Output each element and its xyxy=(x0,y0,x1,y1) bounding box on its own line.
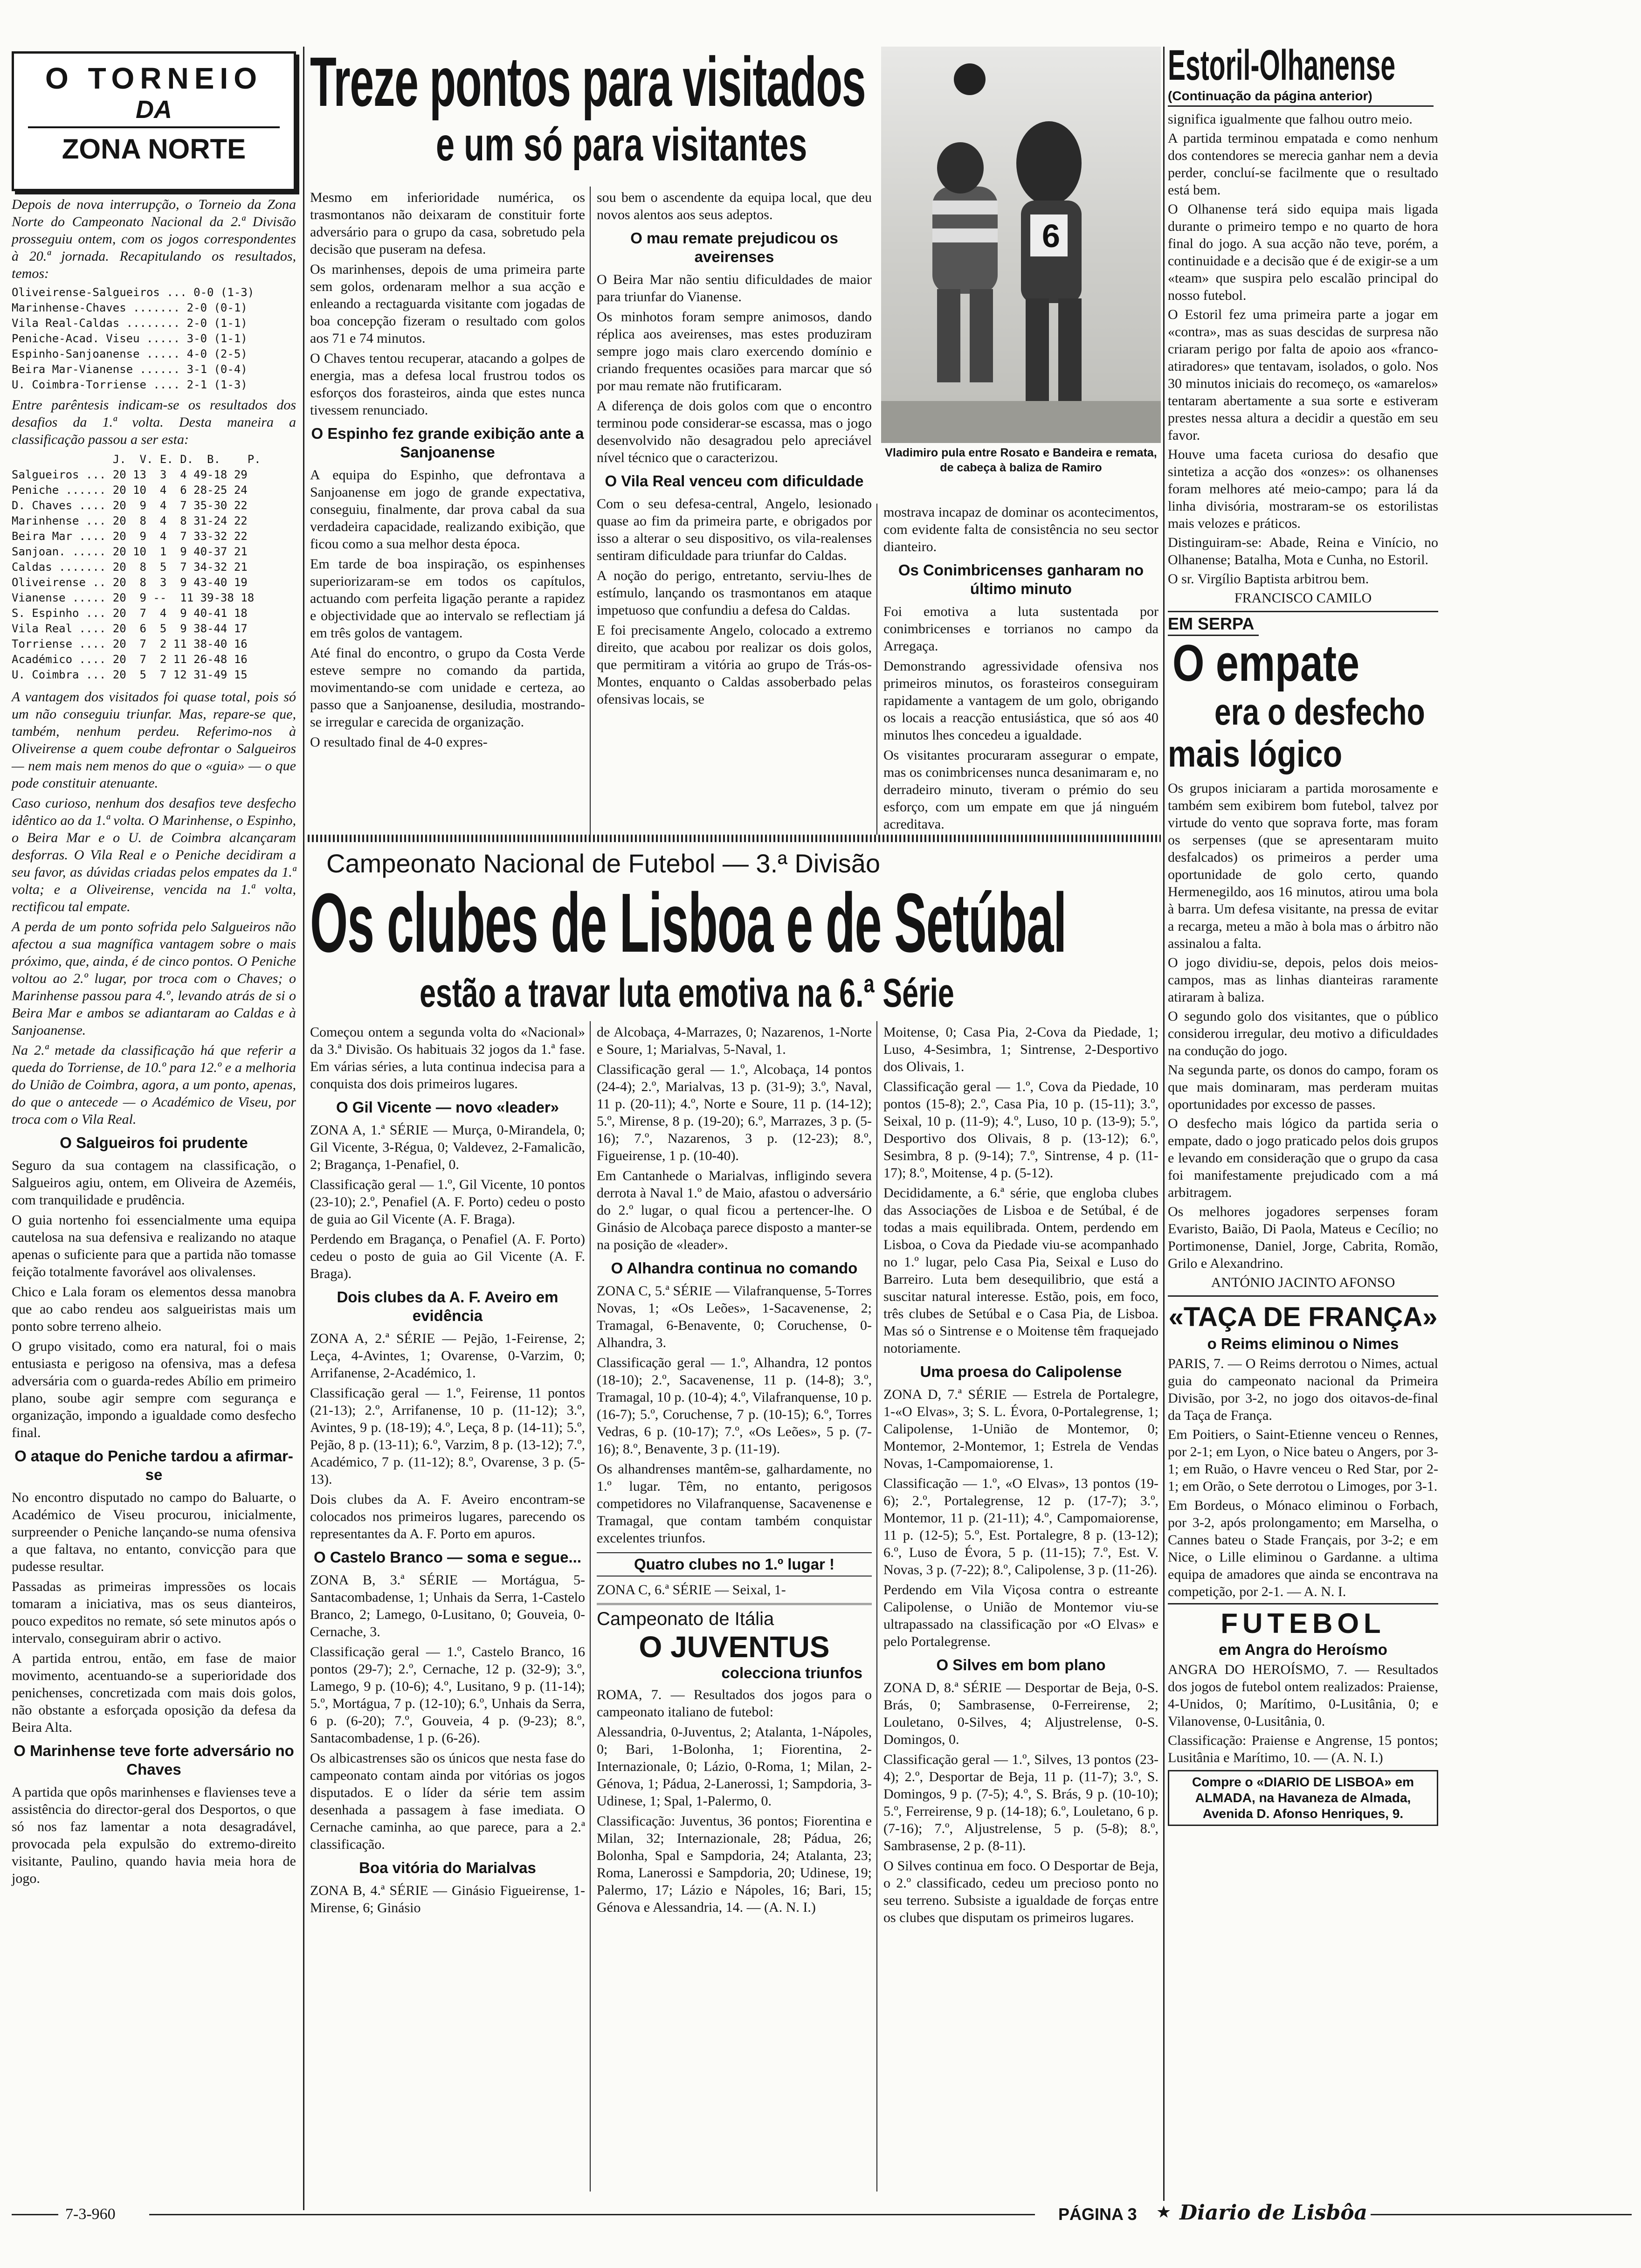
top-story-headline xyxy=(310,42,866,171)
table-row: U. Coimbra ... 20 5 7 12 31-49 15 xyxy=(12,668,248,681)
footer-masthead: Diario de Lisbôa xyxy=(1179,2201,1368,2225)
footer-rule xyxy=(1371,2214,1632,2215)
paragraph: Mesmo em inferioridade numérica, os trasmontanos não deixaram de constituir forte adversário para o grupo da casa, sobretudo pela decisão que puseram na defesa. xyxy=(310,190,585,257)
paragraph: Em Cantanhede o Marialvas, infligindo severa derrota à Naval 1.º de Maio, afastou o adversário do 2.º lugar, o qual ficou a pertencer-lhe. O Ginásio de Alcobaça parece disposto a manter-se na posição de «leader». xyxy=(597,1168,872,1252)
story-column xyxy=(597,1023,872,1919)
paragraph: O resultado final de 4-0 expres- xyxy=(310,734,488,750)
paragraph: No encontro disputado no campo do Baluarte, o Académico de Viseu procurou, inicialmente, surpreender o Peniche lançando-se numa ofensiva a que faltava, no entanto, convicção para que pudesse resultar. xyxy=(12,1490,296,1574)
table-row: Vila Real .... 20 6 5 9 38-44 17 xyxy=(12,622,248,635)
result-row: Vila Real-Caldas ........ 2-0 (1-1) xyxy=(12,317,248,330)
paragraph: A noção do perigo, entretanto, serviu-lhes de estímulo, lançando os trasmontanos em ataque impetuoso que confundiu a defesa do Caldas. xyxy=(597,568,872,618)
section-label: Campeonato Nacional de Futebol — 3.ª Divisão xyxy=(326,849,881,878)
paragraph: Demonstrando agressividade ofensiva nos primeiros minutos, os forasteiros conseguiram rapidamente a vantagem de um golo, obrigando os locais a reacção entusiástica, que só aos 40 minutos lhes concedeu a igualdade. xyxy=(883,658,1158,743)
story-column xyxy=(883,1023,1158,1929)
paragraph: Distinguiram-se: Abade, Reina e Vinício, no Olhanense; Batalha, Mota e Cunha, no Estoril. xyxy=(1168,535,1438,567)
italy-section-label: Campeonato de Itália xyxy=(597,1609,774,1629)
footer-rule xyxy=(149,2214,1035,2215)
paragraph: Alessandria, 0-Juventus, 2; Atalanta, 1-Nápoles, 0; Bari, 1-Bolonha, 1; Fiorentina, 2-Internazionale, 0; Lázio, 0-Roma, 1; Milan, 2-Génova, 1; Pádua, 2-Lanerossi, 1; Sampdoria, 3-Udinese, 1; Spal, 1-Palermo, 0. xyxy=(597,1724,872,1809)
italy-subheading: colecciona triunfos xyxy=(721,1664,862,1681)
serpa-headline: O empate xyxy=(1172,635,1360,692)
table-row: Marinhense ... 20 8 4 8 31-24 22 xyxy=(12,514,248,527)
paragraph: Moitense, 0; Casa Pia, 2-Cova da Piedade, 1; Luso, 4-Sesimbra, 1; Sintrense, 2-Desportivo dos Olivais, 1. xyxy=(883,1024,1158,1074)
paragraph: mostrava incapaz de dominar os acontecimentos, com evidente falta de consistência no seu sector dianteiro. xyxy=(883,505,1158,554)
box-line3: ZONA NORTE xyxy=(28,126,280,165)
subheading: O Marinhense teve forte adversário no Chaves xyxy=(14,1742,294,1778)
story-column xyxy=(310,1023,585,1919)
footer-page: PÁGINA 3 xyxy=(1058,2205,1137,2224)
paragraph: O Olhanense terá sido equipa mais ligada durante o primeiro tempo e no quarto de hora final do jogo. A sua acção não teve, porém, a continuidade e a decisão que é de exigir-se a um «team» que suspira pelo escalão principal do nosso futebol. xyxy=(1168,201,1438,303)
paragraph: Dois clubes da A. F. Aveiro encontram-se colocados nos primeiros lugares, parecendo os representantes da A. F. Porto em apuros. xyxy=(310,1492,585,1542)
subheading: Os Conimbricenses ganharam no último minuto xyxy=(898,561,1144,597)
table-row: Peniche ...... 20 10 4 6 28-25 24 xyxy=(12,484,248,497)
paragraph: Perdendo em Bragança, o Penafiel (A. F. Porto) cedeu o posto de guia ao Gil Vicente (A. F. Braga). xyxy=(310,1231,585,1281)
story-column xyxy=(310,189,585,754)
advert-box: Compre o «DIARIO DE LISBOA» em ALMADA, na Havaneza de Almada, Avenida D. Afonso Henriques, 9. xyxy=(1168,1770,1438,1826)
paragraph: Começou ontem a segunda volta do «Nacional» da 3.ª Divisão. Os habituais 32 jogos da 1.ª fase. Em várias séries, a luta continua indecisa para a conquista dos dois primeiros lugares. xyxy=(310,1024,585,1092)
table-row: Oliveirense .. 20 8 3 9 43-40 19 xyxy=(12,576,248,589)
svg-text:6: 6 xyxy=(1042,218,1060,254)
right-column xyxy=(1168,42,1634,1826)
headline-main: Treze pontos para visitados xyxy=(310,42,866,121)
story-column xyxy=(883,504,1158,836)
paragraph: A perda de um ponto sofrida pelo Salgueiros não afectou a sua magnífica vantagem sobre o mais próximo, que, ainda, é de cinco pontos. O Peniche voltou ao 2.º lugar, por troca com o Chaves; o Marinhense passou para 4.º, levando atrás de si o Beira Mar e ambos se adiantaram ao Caldas e à Sanjoanense. xyxy=(12,919,296,1038)
paragraph: Em tarde de boa inspiração, os espinhenses superiorizaram-se em todos os capítulos, actuando com perfeita ligação perante a rapidez e objectividade que ao intervalo se reflectiam já em três golos de vantagem. xyxy=(310,556,585,641)
intro: Depois de nova interrupção, o Torneio da Zona Norte do Campeonato Nacional da 2.ª Divisão prosseguiu ontem, com os jogos correspondentes à 20.ª jornada. Recapitulando os resultados, temos: xyxy=(12,197,296,281)
section-tag: EM SERPA xyxy=(1168,612,1259,636)
box-line2: DA xyxy=(136,96,172,124)
paragraph: Perdendo em Vila Viçosa contra o estreante Calipolense, o União de Montemor viu-se ultrapassado na classificação por «O Elvas» e pelo Portalegrense. xyxy=(883,1582,1158,1649)
subheading: Dois clubes da A. F. Aveiro em evidência xyxy=(337,1288,558,1324)
paragraph: O Estoril fez uma primeira parte a jogar em «contra», mas as suas descidas de surpresa não criaram perigo por falta de apoio aos «franco-atiradores» que tentavam, isolados, o golo. Nos 30 minutos iniciais do recomeço, os «amarelos» tentaram abertamente a sua sorte e estiveram prestes nessa altura a decidir a questão em seu favor. xyxy=(1168,307,1438,443)
continuation-note: (Continuação da página anterior) xyxy=(1168,89,1434,107)
paragraph: Em Poitiers, o Saint-Etienne venceu o Rennes, por 2-1; em Lyon, o Nice bateu o Angers, por 3-1; em Ruão, o Havre venceu o Red Star, por 2-1; em Orão, o Sete derrotou o Limoges, por 3-1. xyxy=(1168,1427,1438,1494)
paragraph: Classificação geral — 1.º, Gil Vicente, 10 pontos (23-10); 2.º, Penafiel (A. F. Porto) cedeu o posto de guia ao Gil Vicente (A. F. Braga). xyxy=(310,1177,585,1227)
paragraph: Classificação — 1.º, «O Elvas», 13 pontos (19-6); 2.º, Portalegrense, 12 p. (17-7); 3.º, Montemor, 11 p. (21-11); 4.º, Campomaiorense, 11 p. (12-5); 5.º, Est. Portalegre, 8 p. (13-12); 6.º, Luso de Évora, 5 p. (11-15); 7.º, Est. V. Novas, 3 p. (7-22); 8.º, Calipolense, 3 p. (11-26). xyxy=(883,1476,1158,1577)
lower-subheadline: estão a travar luta emotiva na 6.ª Série xyxy=(420,971,954,1016)
paragraph: Classificação geral — 1.º, Silves, 13 pontos (23-4); 2.º, Desportar de Beja, 11 p. (11-7); 3.º, S. Domingos, 9 p. (7-5); 4.º, S. Brás, 9 p. (10-10); 5.º, Ferreirense, 9 p. (14-18); 6.º, Louletano, 6 p. (7-16); 7.º, Aljustrelense, 5 p. (5-8); 8.º, Sambrasense, 2 p. (8-11). xyxy=(883,1752,1158,1853)
result-row: Beira Mar-Vianense ...... 3-1 (0-4) xyxy=(12,363,248,376)
result-row: Peniche-Acad. Viseu ..... 3-0 (1-1) xyxy=(12,332,248,345)
paragraph: ZONA A, 1.ª SÉRIE — Murça, 0-Mirandela, 0; Gil Vicente, 3-Régua, 0; Valdevez, 2-Famalicão, 2; Bragança, 1-Penafiel, 0. xyxy=(310,1122,585,1172)
result-row: U. Coimbra-Torriense .... 2-1 (1-3) xyxy=(12,378,248,391)
star-icon: ★ xyxy=(1156,2203,1172,2222)
lower-subheadline-wrap xyxy=(420,970,1165,1021)
taca-subheading: o Reims eliminou o Nimes xyxy=(1207,1335,1399,1352)
paragraph: A diferença de dois golos com que o encontro terminou pode considerar-se escassa, mas o jogo desenvolvido não desagradou pelo apreciável nível técnico que o caracterizou. xyxy=(597,398,872,465)
paragraph: ZONA C, 5.ª SÉRIE — Vilafranquense, 5-Torres Novas, 1; «Os Leões», 1-Sacavenense, 2; Tramagal, 6-Benavente, 0; Coruchense, 0-Alhandra, 3. xyxy=(597,1283,872,1350)
subheading: O Salgueiros foi prudente xyxy=(60,1134,248,1151)
paragraph: Os visitantes procuraram assegurar o empate, mas os conimbricenses nunca desanimaram e, no derradeiro minuto, tiveram o prémio do seu esforço, com um empate em que já ninguém acreditava. xyxy=(883,747,1158,832)
table-row: D. Chaves .... 20 9 4 7 35-30 22 xyxy=(12,499,248,512)
column-rule xyxy=(590,1021,591,2192)
paragraph: O Beira Mar não sentiu dificuldades de maior para triunfar do Vianense. xyxy=(597,272,872,304)
column-rule xyxy=(303,47,304,2210)
paragraph: ZONA D, 7.ª SÉRIE — Estrela de Portalegre, 1-«O Elvas», 3; S. L. Évora, 0-Portalegrense, 1; Calipolense, 1-União de Montemor, 0; Montemor, 2-Montemor, 1; Estrela de Vendas Novas, 1-Campomaiorense, 1. xyxy=(883,1387,1158,1471)
paragraph: O Chaves tentou recuperar, atacando a golpes de energia, mas a defesa local frustrou todos os esforços dos forasteiros, ainda que estes nunca tivessem renunciado. xyxy=(310,351,585,418)
subheading: O Silves em bom plano xyxy=(936,1656,1106,1673)
paragraph: Os albicastrenses são os únicos que nesta fase do campeonato contam ainda por vitórias os jogos disputados. E o líder da série tem assim desenhada a passagem à fase imediata. O Cernache caminha, ao que parece, para a 2.ª classificação. xyxy=(310,1750,585,1852)
paragraph: O guia nortenho foi essencialmente uma equipa cautelosa na sua defensiva e realizando no ataque apenas o suficiente para que a partida não tomasse feição totalmente favorável aos olivalenses. xyxy=(12,1212,296,1279)
subheading: O ataque do Peniche tardou a afirmar-se xyxy=(14,1447,293,1483)
section-divider xyxy=(308,835,1161,842)
paragraph: Decididamente, a 6.ª série, que engloba clubes das Associações de Lisboa e de Setúbal, é de todas a mais equilibrada. Ontem, perdendo em Lisboa, o Cova da Piedade viu-se acompanhado no 1.º lugar, pelo Casa Pia, Seixal e Luso do Barreiro. Luta bem desequilibrio, que está a suscitar natural interesse. Estão, pois, em foco, três clubes de Setúbal e o Casa Pia, de Lisboa. Mas só o Sintrense e o Moitense têm fraquejado notoriamente. xyxy=(883,1185,1158,1356)
serpa-headline-2: era o desfecho xyxy=(1214,691,1425,733)
paragraph: Classificação: Juventus, 36 pontos; Fiorentina e Milan, 32; Internazionale, 28; Pádua, 26; Bolonha, Spal e Sampdoria, 24; Atalanta, 23; Roma, Lanerossi e Sampdoria, 20; Udinese, 19; Palermo, 17; Lázio e Nápoles, 16; Bari, 15; Génova e Alessandria, 14. — (A. N. I.) xyxy=(597,1813,872,1915)
story-column xyxy=(597,189,872,711)
estoril-headline: Estoril-Olhanense xyxy=(1168,41,1396,89)
paragraph: Até final do encontro, o grupo da Costa Verde esteve sempre no comando da partida, movimentando-se com unidade e certeza, ao passo que a Sanjoanense, desiludia, mostrando-se irregular e carecida de organização. xyxy=(310,645,585,730)
paragraph: Classificação geral — 1.º, Alhandra, 12 pontos (18-10); 2.º, Sacavenense, 11 p. (14-8); 3.º, Tramagal, 10 p. (10-4); 4.º, Vilafranquense, 10 p. (16-7); 5.º, Coruchense, 7 p. (10-15); 6.º, Torres Vedras, 6 p. (10-17); 7.º, «Os Leões», 5 p. (7-16); 8.º, Benavente, 3 p. (11-19). xyxy=(597,1355,872,1457)
paragraph: O Silves continua em foco. O Desportar de Beja, o 2.º classificado, cedeu um precioso ponto no seu terreno. Subsiste a igualdade de forças entre os clubes que disputam os primeiros lugares. xyxy=(883,1858,1158,1925)
result-row: Espinho-Sanjoanense ..... 4-0 (2-5) xyxy=(12,347,248,360)
paragraph: Classificação geral — 1.º, Feirense, 11 pontos (21-13); 2.º, Arrifanense, 10 p. (11-12); 3.º, Avintes, 9 p. (18-19); 4.º, Leça, 8 p. (14-11); 5.º, Pejão, 8 p. (13-11); 6.º, Varzim, 8 p. (13-12); 7.º, Académico, 7 p. (11-12); 8.º, Ovarense, 3 p. (5-13). xyxy=(310,1385,585,1487)
paragraph: Foi emotiva a luta sustentada por conimbricenses e torrianos no campo da Arregaça. xyxy=(883,604,1158,654)
subheading: O Alhandra continua no comando xyxy=(611,1259,858,1277)
paragraph: O desfecho mais lógico da partida seria o empate, dado o jogo praticado pelos dois grupos e levando em consideração que o grupo da casa foi manifestamente prejudicado com a má arbitragem. xyxy=(1168,1116,1438,1200)
byline: ANTÓNIO JACINTO AFONSO xyxy=(1168,1275,1438,1297)
column-rule xyxy=(876,504,877,835)
taca-headline: «TAÇA DE FRANÇA» xyxy=(1168,1302,1438,1332)
paragraph: ZONA B, 4.ª SÉRIE — Ginásio Figueirense, 1-Mirense, 6; Ginásio xyxy=(310,1883,585,1915)
paragraph: Na segunda parte, os donos do campo, foram os que mais dominaram, mas perderam muitas oportunidades por excesso de passes. xyxy=(1168,1062,1438,1112)
column-rule xyxy=(1163,47,1165,2201)
footer-date: 7-3-960 xyxy=(65,2206,116,2223)
table-row: Torriense .... 20 7 2 11 38-40 16 xyxy=(12,637,248,650)
paragraph: Seguro da sua contagem na classificação, o Salgueiros agiu, ontem, em Oliveira de Azeméis, com tranquilidade e prudência. xyxy=(12,1158,296,1208)
italy-headline: O JUVENTUS xyxy=(639,1630,830,1664)
paragraph: A vantagem dos visitados foi quase total, pois só um não conseguiu triunfar. Mas, repare-se que, também, nenhum perdeu. Referimo-nos à Oliveirense a quem coube defrontar o Salgueiros — nem mais nem menos do que o «guia» — o que pode constituir atenuante. xyxy=(12,689,296,791)
table-row: Salgueiros ... 20 13 3 4 49-18 29 xyxy=(12,468,248,481)
subheading: O mau remate prejudicou os aveirenses xyxy=(630,229,838,265)
paragraph: significa igualmente que falhou outro meio. xyxy=(1168,111,1413,127)
headline-sub: e um só para visitantes xyxy=(436,118,807,171)
subheading: O Gil Vicente — novo «leader» xyxy=(336,1099,559,1116)
lower-headline-wrap xyxy=(310,879,1158,972)
column-rule xyxy=(590,187,591,835)
paragraph: Classificação geral — 1.º, Alcobaça, 14 pontos (24-4); 2.º, Marialvas, 13 p. (31-9); 3.º, Naval, 11 p. (20-11); 4.º, Norte e Soure, 11 p. (14-12); 5.º, Mirense, 8 p. (19-20); 6.º, Marrazes, 3 p. (5-16); 7.º, Nazarenos, 3 p. (12-23); 8.º, Figueirense, 1 p. (10-40). xyxy=(597,1062,872,1163)
result-row: Marinhense-Chaves ....... 2-0 (0-1) xyxy=(12,301,248,314)
footer-rule xyxy=(12,2214,58,2215)
photo-caption: Vladimiro pula entre Rosato e Bandeira e remata, de cabeça à baliza de Ramiro xyxy=(885,446,1157,474)
futebol-subheading: em Angra do Heroísmo xyxy=(1219,1641,1387,1658)
results-list xyxy=(12,285,296,393)
table-row: Beira Mar .... 20 9 4 7 33-32 22 xyxy=(12,530,248,543)
result-row: Oliveirense-Salgueiros ... 0-0 (1-3) xyxy=(12,286,255,299)
paragraph: A equipa do Espinho, que defrontava a Sanjoanense em jogo de grande expectativa, conseguiu, finalmente, dar prova cabal da sua verdadeira capacidade, realizando exibição, que ficou como a sua melhor desta época. xyxy=(310,467,585,552)
paragraph: Com o seu defesa-central, Angelo, lesionado quase ao fim da primeira parte, e obrigados por isso a alterar o seu dispositivo, os vila-realenses sentiram dificuldade para triunfar do Caldas. xyxy=(597,496,872,563)
byline: FRANCISCO CAMILO xyxy=(1234,590,1372,606)
paragraph: E foi precisamente Angelo, colocado a extremo direito, que acabou por realizar os dois golos, que permitiram a vitória ao grupo de Trás-os-Montes, enquanto o Caldas assoberbado pelas ofensivas locais, se xyxy=(597,622,872,707)
paragraph: ZONA A, 2.ª SÉRIE — Pejão, 1-Feirense, 2; Leça, 4-Avintes, 1; Ovarense, 0-Varzim, 0; Arrifanense, 2-Académico, 1. xyxy=(310,1331,585,1381)
paragraph: ROMA, 7. — Resultados dos jogos para o campeonato italiano de futebol: xyxy=(597,1687,872,1720)
paragraph: Na 2.ª metade da classificação há que referir a queda do Torriense, de 10.º para 12.º e a melhoria do União de Coimbra, agora, a um ponto, apenas, do que o antecede — o Académico de Viseu, por troca com o Vila Real. xyxy=(12,1043,296,1127)
paragraph: de Alcobaça, 4-Marrazes, 0; Nazarenos, 1-Norte e Soure, 1; Marialvas, 5-Naval, 1. xyxy=(597,1024,872,1057)
table-header: J. V. E. D. B. P. xyxy=(12,453,261,466)
paragraph: Classificação geral — 1.º, Cova da Piedade, 10 pontos (15-8); 2.º, Casa Pia, 10 p. (15-11); 3.º, Seixal, 10 p. (11-9); 4.º, Luso, 10 p. (13-9); 5.º, Desportivo dos Olivais, 8 p. (13-12); 6.º, Sesimbra, 8 p. (9-14); 7.º, Sintrense, 4 p. (11-17); 8.º, Moitense, 4 p. (5-12). xyxy=(883,1079,1158,1181)
table-row: Caldas ....... 20 8 5 7 34-32 21 xyxy=(12,560,248,574)
subheading: Quatro clubes no 1.º lugar ! xyxy=(597,1552,872,1577)
subheading: Uma proesa do Calipolense xyxy=(920,1363,1122,1380)
subheading: O Castelo Branco — soma e segue... xyxy=(313,1549,582,1566)
table-row: Vianense ..... 20 9 -- 11 39-38 18 xyxy=(12,591,255,604)
paragraph: O jogo dividiu-se, depois, pelos dois meios-campos, mas as linhas dianteiras raramente atiraram à baliza. xyxy=(1168,955,1438,1005)
paragraph: ZONA C, 6.ª SÉRIE — Seixal, 1- xyxy=(597,1582,786,1597)
table-row: Académico .... 20 7 2 11 26-48 16 xyxy=(12,653,248,666)
paragraph: Caso curioso, nenhum dos desafios teve desfecho idêntico ao da 1.ª volta. O Marinhense, o Espinho, o Beira Mar e o U. de Coimbra alcançaram desforras. O Vila Real e o Peniche decidiram a seu favor, as dúvidas criadas pelos empates da 1.ª volta; e a Oliveirense, vencida na 1.ª volta, rectificou tal empate. xyxy=(12,795,296,914)
standings-table xyxy=(12,452,296,683)
subheading: O Espinho fez grande exibição ante a Sanjoanense xyxy=(311,425,584,461)
serpa-headline-3: mais lógico xyxy=(1168,733,1343,774)
lower-headline: Os clubes de Lisboa e de Setúbal xyxy=(310,879,1067,970)
paragraph: Classificação: Praiense e Angrense, 15 pontos; Lusitânia e Marítimo, 10. — (A. N. I.) xyxy=(1168,1733,1438,1765)
paragraph: O grupo visitado, como era natural, foi o mais entusiasta e perigoso na ofensiva, mas a defesa adversária com o guarda-redes Abílio em primeiro plano, soube agir sempre com segurança e organização, impondo a igualdade como desfecho final. xyxy=(12,1339,296,1440)
paragraph: A partida que opôs marinhenses e flavienses teve a assistência do director-geral dos Desportos, o que só nos faz lamentar a nota desagradável, provocada pela expulsão do extremo-direito visitante, Paulino, quando havia meia hora de jogo. xyxy=(12,1784,296,1886)
subheading: Boa vitória do Marialvas xyxy=(359,1859,536,1876)
paragraph: Em Bordeus, o Mónaco eliminou o Forbach, por 3-2, após prolongamento; em Marselha, o Cannes bateu o Stade Français, por 3-2; e em Nice, o Lille eliminou o Gardanne. a ultima equipa de amadores que ainda se encontrava na competição, por 2-1. — A. N. I. xyxy=(1168,1498,1438,1599)
paragraph: A partida terminou empatada e como nenhum dos contendores se merecia ganhar nem a devia perder, concluí-se facilmente que o resultado está bem. xyxy=(1168,131,1438,198)
paragraph: A partida entrou, então, em fase de maior movimento, acentuando-se a superioridade dos penichenses, concretizada com mais dois golos, não obstante a esforçada oposição da defesa da Beira Alta. xyxy=(12,1651,296,1735)
paragraph: Os minhotos foram sempre animosos, dando réplica aos aveirenses, mas estes produziram sempre jogo mais claro exercendo domínio e criando frequentes ocasiões para marcar que só por mau remate não frutificaram. xyxy=(597,309,872,394)
standings-note: Entre parêntesis indicam-se os resultados dos desafios da 1.ª volta. Desta maneira a classificação passou a ser esta: xyxy=(12,397,296,447)
table-row: Sanjoan. ..... 20 10 1 9 40-37 21 xyxy=(12,545,248,558)
match-photo xyxy=(881,47,1161,443)
subheading: O Vila Real venceu com dificuldade xyxy=(605,472,864,490)
paragraph: ANGRA DO HEROÍSMO, 7. — Resultados dos jogos de futebol ontem realizados: Praiense, 4-Unidos, 0; Marítimo, 0-Lusitânia, 0; e Vilanovense, 0-Lusitânia, 0. xyxy=(1168,1662,1438,1729)
paragraph: Classificação geral — 1.º, Castelo Branco, 16 pontos (29-7); 2.º, Cernache, 12 p. (32-9); 3.º, Lamego, 9 p. (10-6); 4.º, Lusitano, 9 p. (11-14); 5.º, Mortágua, 7 p. (12-10); 6.º, Unhais da Serra, 6 p. (6-20); 7.º, Gouveia, 4 p. (9-23); 8.º, Santacombadense, 1 p. (6-26). xyxy=(310,1644,585,1746)
paragraph: Houve uma faceta curiosa do desafio que sintetiza a acção dos «onzes»: os olhanenses foram melhores até meio-campo; para lá da linha divisória, mostraram-se os estorilistas mais velozes e práticos. xyxy=(1168,447,1438,531)
paragraph: Chico e Lala foram os elementos dessa manobra que ao cabo rendeu aos salgueiristas mais um ponto sobre terreno alheio. xyxy=(12,1284,296,1334)
paragraph: PARIS, 7. — O Reims derrotou o Nimes, actual guia do campeonato nacional da Primeira Divisão, por 3-2, no jogo dos oitavos-de-final da Taça de França. xyxy=(1168,1356,1438,1423)
paragraph: ZONA B, 3.ª SÉRIE — Mortágua, 5-Santacombadense, 1; Unhais da Serra, 1-Castelo Branco, 2; Lamego, 0-Lusitano, 0; Gouveia, 0-Cernache, 3. xyxy=(310,1572,585,1639)
football-players-image xyxy=(881,47,1161,443)
paragraph: O sr. Virgílio Baptista arbitrou bem. xyxy=(1168,571,1369,587)
paragraph: Os alhandrenses mantêm-se, galhardamente, no 1.º lugar. Têm, no entanto, perigosos competidores no Vilafranquense, Sacavenense e Tramagal, que contam também conquistar excelentes triunfos. xyxy=(597,1461,872,1546)
paragraph: ZONA D, 8.ª SÉRIE — Desportar de Beja, 0-S. Brás, 0; Sambrasense, 0-Ferreirense, 2; Louletano, 0-Silves, 4; Aljustrelense, 0-S. Domingos, 0. xyxy=(883,1680,1158,1747)
futebol-headline: FUTEBOL xyxy=(1220,1608,1386,1639)
paragraph: Os melhores jogadores serpenses foram Evaristo, Baião, Di Paola, Mateus e Cecílio; no Portimonense, Daniel, Jorge, Cabrita, Romão, Grilo e Alexandrino. xyxy=(1168,1204,1438,1271)
table-row: S. Espinho ... 20 7 4 9 40-41 18 xyxy=(12,607,248,620)
paragraph: O segundo golo dos visitantes, que o público considerou irregular, deu motivo a dificuldades na condução do jogo. xyxy=(1168,1009,1438,1058)
paragraph: sou bem o ascendente da equipa local, que deu novos alentos aos seus adeptos. xyxy=(597,190,872,222)
left-column xyxy=(12,196,296,1890)
paragraph: Os marinhenses, depois de uma primeira parte sem golos, ordenaram melhor a sua acção e enleando a rectaguarda visitante com jogadas de boa concepção fizeram o resultado com golos aos 71 e 74 minutos. xyxy=(310,262,585,346)
tournament-box xyxy=(12,51,296,191)
paragraph: Os grupos iniciaram a partida morosamente e também sem exibirem bom futebol, talvez por virtude do vento que soprava forte, mas foram os serpenses (que se apresentaram muito desfalcados) os primeiros a perder uma oportunidade de golo certo, quando Hermenegildo, aos 16 minutos, atirou uma bola à barra. Um defesa visitante, na pressa de evitar a recarga, meteu a mão à bola mas o árbitro não assinalou a falta. xyxy=(1168,781,1438,951)
column-rule xyxy=(876,1021,877,2192)
box-line1: O TORNEIO xyxy=(45,62,262,95)
paragraph: Passadas as primeiras impressões os locais tomaram a iniciativa, mas os seus dianteiros, pouco expeditos no remate, só sete minutos após o intervalo, conseguiram abrir o activo. xyxy=(12,1579,296,1646)
